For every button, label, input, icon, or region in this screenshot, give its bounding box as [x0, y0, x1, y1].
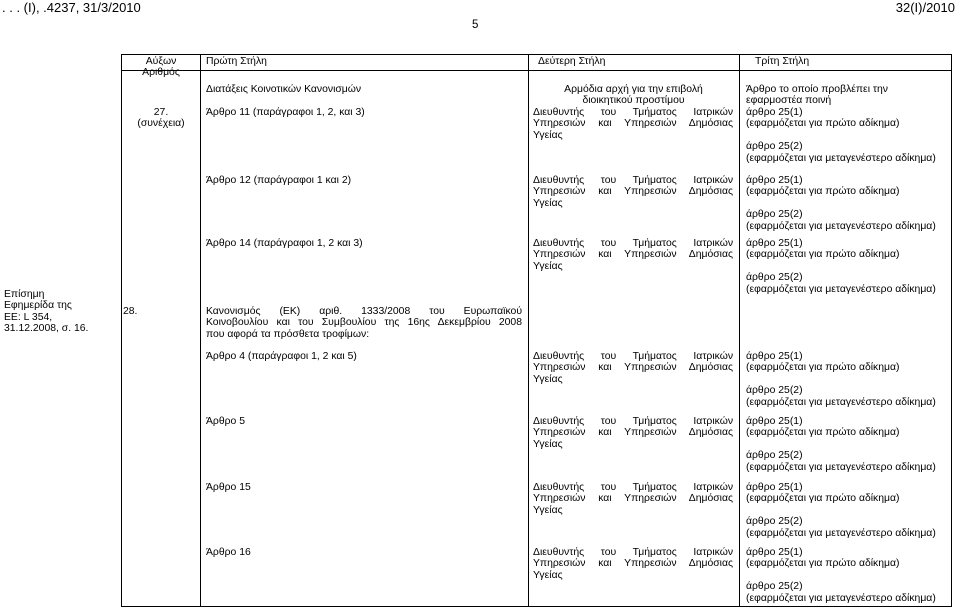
penalty-repeat-note: (εφαρμόζεται για μεταγενέστερο αδίκημα): [746, 152, 936, 164]
provision-article: Άρθρο 4 (παράγραφοι 1, 2 και 5): [206, 351, 357, 362]
penalty-articles: [746, 416, 936, 473]
authority-line: Υπηρεσιών και Υπηρεσιών Δημόσιας: [533, 427, 734, 439]
penalty-first: άρθρο 25(1): [746, 351, 803, 362]
authority-line: Υγείας: [533, 373, 563, 385]
authority-line: Διευθυντής του Τμήματος Ιατρικών: [533, 547, 734, 558]
penalty-repeat-note: (εφαρμόζεται για μεταγενέστερο αδίκημα): [746, 461, 936, 473]
penalty-repeat: άρθρο 25(2): [746, 450, 803, 462]
provision-article: Άρθρο 11 (παράγραφοι 1, 2, και 3): [206, 107, 365, 118]
entry-number-27: 27. (συνέχεια): [137, 107, 185, 130]
authority-line: Υγείας: [533, 504, 563, 516]
penalty-repeat-note: (εφαρμόζεται για μεταγενέστερο αδίκημα): [746, 220, 936, 232]
gazette-header-right: 32(I)/2010: [895, 0, 955, 15]
penalty-repeat-note: (εφαρμόζεται για μεταγενέστερο αδίκημα): [746, 396, 936, 408]
penalty-repeat: άρθρο 25(2): [746, 385, 803, 397]
penalty-first-note: (εφαρμόζεται για πρώτο αδίκημα): [746, 427, 900, 439]
penalty-repeat-note: (εφαρμόζεται για μεταγενέστερο αδίκημα): [746, 283, 936, 295]
column-divider: [200, 55, 201, 606]
competent-authority: [533, 547, 733, 581]
penalty-articles: [746, 351, 936, 408]
authority-line: Υγείας: [533, 569, 563, 581]
penalty-repeat: άρθρο 25(2): [746, 272, 803, 284]
competent-authority: [533, 175, 733, 209]
penalty-first-note: (εφαρμόζεται για πρώτο αδίκημα): [746, 118, 900, 130]
authority-line: Υπηρεσιών και Υπηρεσιών Δημόσιας: [533, 249, 734, 261]
authority-line: Υγείας: [533, 197, 563, 209]
competent-authority: [533, 416, 733, 450]
side-reference-note: [4, 289, 116, 335]
provision-article: Άρθρο 14 (παράγραφοι 1, 2 και 3): [206, 238, 363, 249]
side-note-line: Επίσημη: [4, 289, 45, 300]
subheader-penalty: Άρθρο το οποίο προβλέπει την εφαρμοστέα ποινή: [746, 84, 888, 107]
provision-article: Άρθρο 12 (παράγραφοι 1 και 2): [206, 175, 352, 186]
penalty-first-note: (εφαρμόζεται για πρώτο αδίκημα): [746, 186, 900, 198]
penalty-first: άρθρο 25(1): [746, 416, 803, 427]
authority-line: Διευθυντής του Τμήματος Ιατρικών: [533, 416, 734, 427]
column-header-second: Δεύτερη Στήλη: [538, 56, 606, 67]
penalty-repeat: άρθρο 25(2): [746, 581, 803, 593]
penalty-repeat: άρθρο 25(2): [746, 516, 803, 528]
competent-authority: [533, 482, 733, 516]
subheader-provisions: Διατάξεις Κοινοτικών Κανονισμών: [206, 84, 362, 95]
column-header-number: Αύξων Αριθμός: [142, 56, 180, 79]
penalty-repeat: άρθρο 25(2): [746, 209, 803, 221]
regulation-line: Κοινοβουλίου και του Συμβουλίου της 16ης Δεκεμβρίου 2008: [206, 317, 522, 329]
authority-line: Υγείας: [533, 129, 563, 141]
penalty-articles: [746, 238, 936, 295]
authority-line: Υπηρεσιών και Υπηρεσιών Δημόσιας: [533, 186, 734, 198]
penalty-articles: [746, 547, 936, 604]
penalty-articles: [746, 175, 936, 232]
penalty-repeat-note: (εφαρμόζεται για μεταγενέστερο αδίκημα): [746, 527, 936, 539]
side-note-line: ΕΕ: L 354,: [4, 311, 53, 323]
penalty-first: άρθρο 25(1): [746, 107, 803, 118]
competent-authority: [533, 107, 733, 141]
competent-authority: [533, 351, 733, 385]
penalty-first-note: (εφαρμόζεται για πρώτο αδίκημα): [746, 493, 900, 505]
column-divider: [528, 55, 529, 606]
page-number: 5: [472, 19, 479, 31]
penalty-first-note: (εφαρμόζεται για πρώτο αδίκημα): [746, 558, 900, 570]
penalty-articles: [746, 107, 936, 164]
penalty-repeat-note: (εφαρμόζεται για μεταγενέστερο αδίκημα): [746, 592, 936, 604]
subheader-authority: Αρμόδια αρχή για την επιβολή διοικητικού προστίμου: [564, 84, 703, 107]
penalty-articles: [746, 482, 936, 539]
regulation-line: που αφορά τα πρόσθετα τροφίμων:: [206, 328, 370, 340]
provision-article: Άρθρο 15: [206, 482, 251, 493]
authority-line: Διευθυντής του Τμήματος Ιατρικών: [533, 175, 734, 186]
authority-line: Υπηρεσιών και Υπηρεσιών Δημόσιας: [533, 558, 734, 570]
authority-line: Διευθυντής του Τμήματος Ιατρικών: [533, 482, 734, 493]
penalty-first: άρθρο 25(1): [746, 547, 803, 558]
regulations-table: Αύξων Αριθμός Πρώτη Στήλη Δεύτερη Στήλη Τρίτη Στήλη Διατάξεις Κοινοτικών Κανονισμών Αρμόδια αρχή για την επιβολή διοικητικού προστίμου Άρθρο το οποίο προβλέπει την εφαρμοστέα ποινή 27. (συνέχεια) Άρθρο 11 (παράγραφοι 1, 2, και 3) Άρθρο 12 (παράγραφοι 1 και 2) Άρθρο 14 (παράγραφοι 1, 2 και 3) 28. Κανονισμός (ΕΚ) αριθ. 1333/2008 του Ευρωπαϊκού Κοινοβουλίου και του Συμβουλίου της 16ης Δεκεμβρίου 2008 που αφορά τα πρόσθετα τροφίμων: Άρθρο 4 (παράγραφοι 1, 2 και 5) Άρθρο 5 Άρθρο 15 Άρθρο 16 Διευθυντής του Τμήματος Ιατρικών Υπηρεσιών και Υπηρεσιών Δημόσιας Υγείας Διευθυντής του Τμήματος Ιατρικών Υπηρεσιών και Υπηρεσιών Δημόσιας Υγείας Διευθυντής του Τμήματος Ιατρικών Υπηρεσιών και Υπηρεσιών Δημόσιας Υγείας Διευθυντής του Τμήματος Ιατρικών Υπηρεσιών και Υπηρεσιών Δημόσιας Υγείας Διευθυντής του Τμήματος Ιατρικών Υπηρεσιών και Υπηρεσιών Δημόσιας Υγείας Διευθυντής του Τμήματος Ιατρικών Υπηρεσιών και Υπηρεσιών Δημόσιας Υγείας Διευθυντής του Τμήματος Ιατρικών Υπηρεσιών και Υπηρεσιών Δημόσιας Υγείας άρθρο 25(1) (εφαρμόζεται για πρώτο αδίκημα) άρθρο 25(2) (εφαρμόζεται για μεταγενέστερο αδίκημα) άρθρο 25(1) (εφαρμόζεται για πρώτο αδίκημα) άρθρο 25(2) (εφαρμόζεται για μεταγενέστερο αδίκημα) άρθρο 25(1) (εφαρμόζεται για πρώτο αδίκημα) άρθρο 25(2) (εφαρμόζεται για μεταγενέστερο αδίκημα) άρθρο 25(1) (εφαρμόζεται για πρώτο αδίκημα) άρθρο 25(2) (εφαρμόζεται για μεταγενέστερο αδίκημα) άρθρο 25(1) (εφαρμόζεται για πρώτο αδίκημα) άρθρο 25(2) (εφαρμόζεται για μεταγενέστερο αδίκημα) άρθρο 25(1) (εφαρμόζεται για πρώτο αδίκημα) άρθρο 25(2) (εφαρμόζεται για μεταγενέστερο αδίκημα) άρθρο 25(1) (εφαρμόζεται για πρώτο αδίκημα) άρθρο 25(2) (εφαρμόζεται για μεταγενέστερο αδίκημα): [121, 54, 952, 607]
penalty-first-note: (εφαρμόζεται για πρώτο αδίκημα): [746, 249, 900, 261]
penalty-repeat: άρθρο 25(2): [746, 141, 803, 153]
column-header-third: Τρίτη Στήλη: [755, 56, 810, 67]
authority-line: Υπηρεσιών και Υπηρεσιών Δημόσιας: [533, 362, 734, 374]
penalty-first: άρθρο 25(1): [746, 175, 803, 186]
regulation-title: [206, 306, 522, 340]
authority-line: Διευθυντής του Τμήματος Ιατρικών: [533, 351, 734, 362]
column-divider: [739, 55, 740, 606]
competent-authority: [533, 238, 733, 272]
authority-line: Υγείας: [533, 438, 563, 450]
authority-line: Διευθυντής του Τμήματος Ιατρικών: [533, 238, 734, 249]
penalty-first: άρθρο 25(1): [746, 238, 803, 249]
penalty-first: άρθρο 25(1): [746, 482, 803, 493]
side-note-line: 31.12.2008, σ. 16.: [4, 323, 89, 335]
penalty-first-note: (εφαρμόζεται για πρώτο αδίκημα): [746, 362, 900, 374]
gazette-header-left: . . . (Ι), .4237, 31/3/2010: [2, 0, 141, 15]
authority-line: Υγείας: [533, 260, 563, 272]
authority-line: Διευθυντής του Τμήματος Ιατρικών: [533, 107, 734, 118]
side-note-line: Εφημερίδα της: [4, 300, 72, 312]
regulation-line: Κανονισμός (ΕΚ) αριθ. 1333/2008 του Ευρωπαϊκού: [206, 306, 522, 317]
provision-article: Άρθρο 16: [206, 547, 251, 558]
authority-line: Υπηρεσιών και Υπηρεσιών Δημόσιας: [533, 118, 734, 130]
header-divider: [122, 70, 951, 71]
provision-article: Άρθρο 5: [206, 416, 245, 427]
column-header-first: Πρώτη Στήλη: [206, 56, 267, 67]
authority-line: Υπηρεσιών και Υπηρεσιών Δημόσιας: [533, 493, 734, 505]
